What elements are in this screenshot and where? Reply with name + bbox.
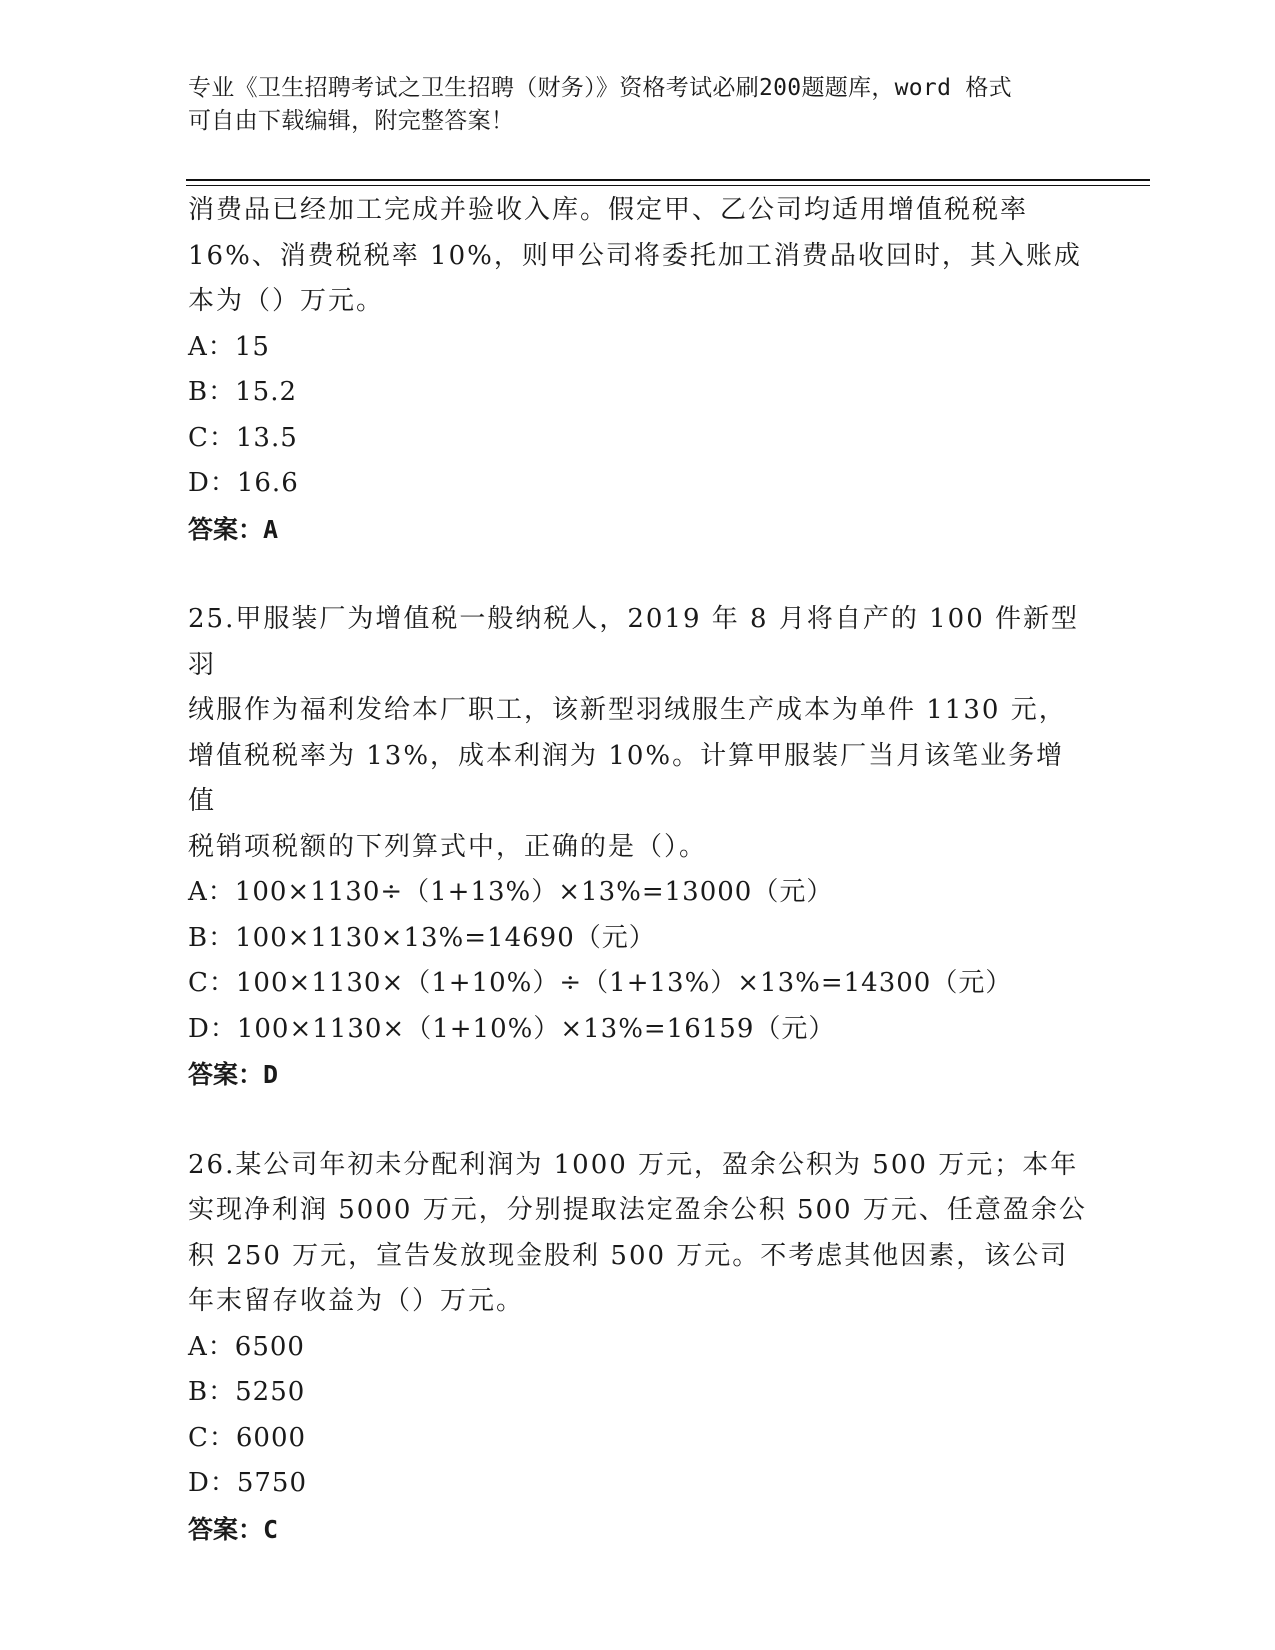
question-text-line: 本为（）万元。 <box>188 286 385 316</box>
question-spacer <box>188 1098 1088 1143</box>
header-divider-thick <box>186 179 1150 181</box>
header-line-2: 可自由下载编辑，附完整答案！ <box>188 108 515 134</box>
question-text-line: 消费品已经加工完成并验收入库。假定甲、乙公司均适用增值税税率 <box>188 195 1029 225</box>
option-d: D：16.6 <box>188 468 299 498</box>
option-a: A：15 <box>188 331 270 362</box>
option-a: A：6500 <box>188 1331 305 1362</box>
question-text-line: 绒服作为福利发给本厂职工，该新型羽绒服生产成本为单件 1130 元， <box>188 695 1067 725</box>
option-c: C：6000 <box>188 1422 307 1453</box>
option-b: B：100×1130×13%=14690（元） <box>188 922 656 953</box>
document-header <box>188 72 1068 138</box>
question-24-block <box>188 188 1088 552</box>
question-text-line: 26.某公司年初未分配利润为 1000 万元，盈余公积为 500 万元；本年 <box>188 1149 1079 1180</box>
option-d: D：5750 <box>188 1468 308 1498</box>
option-b: B：15.2 <box>188 377 297 407</box>
answer-label: 答案：A <box>188 514 279 544</box>
option-b: B：5250 <box>188 1377 306 1407</box>
question-text-line: 实现净利润 5000 万元，分别提取法定盈余公积 500 万元、任意盈余公 <box>188 1195 1087 1225</box>
option-c: C：13.5 <box>188 422 298 453</box>
question-text-line: 16%、消费税税率 10%，则甲公司将委托加工消费品收回时，其入账成 <box>188 240 1082 271</box>
question-text-line: 积 250 万元，宣告发放现金股利 500 万元。不考虑其他因素，该公司 <box>188 1240 1069 1271</box>
question-text-line: 25.甲服装厂为增值税一般纳税人，2019 年 8 月将自产的 100 件新型羽 <box>188 604 1080 680</box>
question-26-block <box>188 1143 1088 1553</box>
header-line-1: 专业《卫生招聘考试之卫生招聘（财务）》资格考试必刷200题题库，word 格式 <box>188 75 1012 101</box>
question-24-text <box>188 188 1088 325</box>
answer-label: 答案：D <box>188 1060 279 1089</box>
question-spacer <box>188 552 1088 597</box>
question-25-block <box>188 597 1088 1098</box>
option-d: D：100×1130×（1+10%）×13%=16159（元） <box>188 1013 836 1044</box>
question-25-text <box>188 597 1088 870</box>
question-26-text <box>188 1143 1088 1325</box>
question-text-line: 增值税税率为 13%，成本利润为 10%。计算甲服装厂当月该笔业务增值 <box>188 740 1065 816</box>
question-text-line: 税销项税额的下列算式中，正确的是（）。 <box>188 831 708 862</box>
question-content <box>188 188 1088 1552</box>
option-a: A：100×1130÷（1+13%）×13%=13000（元） <box>188 877 834 907</box>
option-c: C：100×1130×（1+10%）÷（1+13%）×13%=14300（元） <box>188 968 1013 998</box>
header-divider-thin <box>186 185 1150 186</box>
question-text-line: 年末留存收益为（）万元。 <box>188 1286 525 1316</box>
answer-label: 答案：C <box>188 1514 279 1544</box>
